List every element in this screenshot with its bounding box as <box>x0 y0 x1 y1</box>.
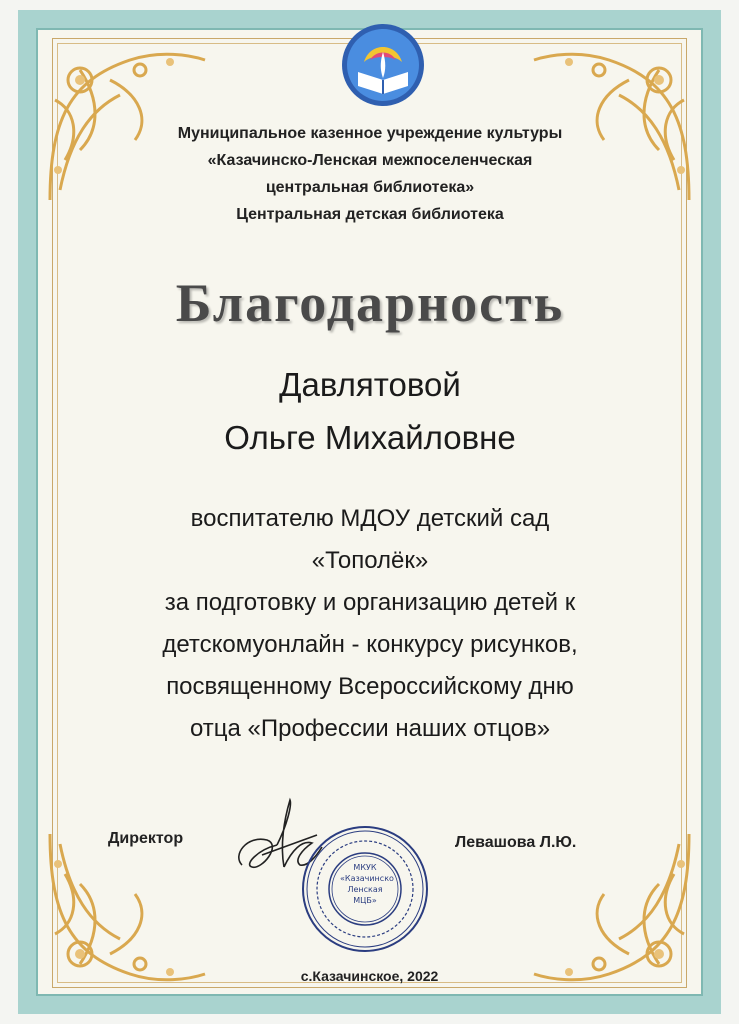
stamp-line: МЦБ» <box>353 896 377 905</box>
stamp-line: МКУК <box>353 863 377 872</box>
director-name: Левашова Л.Ю. <box>455 834 577 851</box>
header-line: «Казачинско-Ленская межпоселенческая <box>207 152 533 169</box>
body-line: «Тополёк» <box>311 547 429 574</box>
institution-header <box>90 120 650 228</box>
stamp-line: Ленская <box>347 885 383 894</box>
body-line: посвященному Всероссийскому дню <box>166 673 574 700</box>
header-line: Центральная детская библиотека <box>236 206 504 223</box>
director-label: Директор <box>108 830 184 847</box>
body-line: отца «Профессии наших отцов» <box>189 715 551 742</box>
certificate-body <box>60 498 680 750</box>
recipient-surname: Давлятовой <box>279 366 461 403</box>
header-line: центральная библиотека» <box>265 179 475 196</box>
recipient-given-names: Ольге Михайловне <box>224 419 516 456</box>
stamp-line: «Казачинско <box>340 874 394 883</box>
library-logo-icon <box>340 22 426 108</box>
place-and-year: с.Казачинское, 2022 <box>300 968 439 984</box>
header-line: Муниципальное казенное учреждение культуры <box>177 125 563 142</box>
certificate-title: Благодарность <box>175 273 565 333</box>
body-line: за подготовку и организацию детей к <box>164 589 576 616</box>
body-line: детскомуонлайн - конкурсу рисунков, <box>162 631 578 658</box>
stamp-center-text <box>340 862 394 906</box>
body-line: воспитателю МДОУ детский сад <box>190 505 550 532</box>
recipient-name <box>60 358 680 464</box>
